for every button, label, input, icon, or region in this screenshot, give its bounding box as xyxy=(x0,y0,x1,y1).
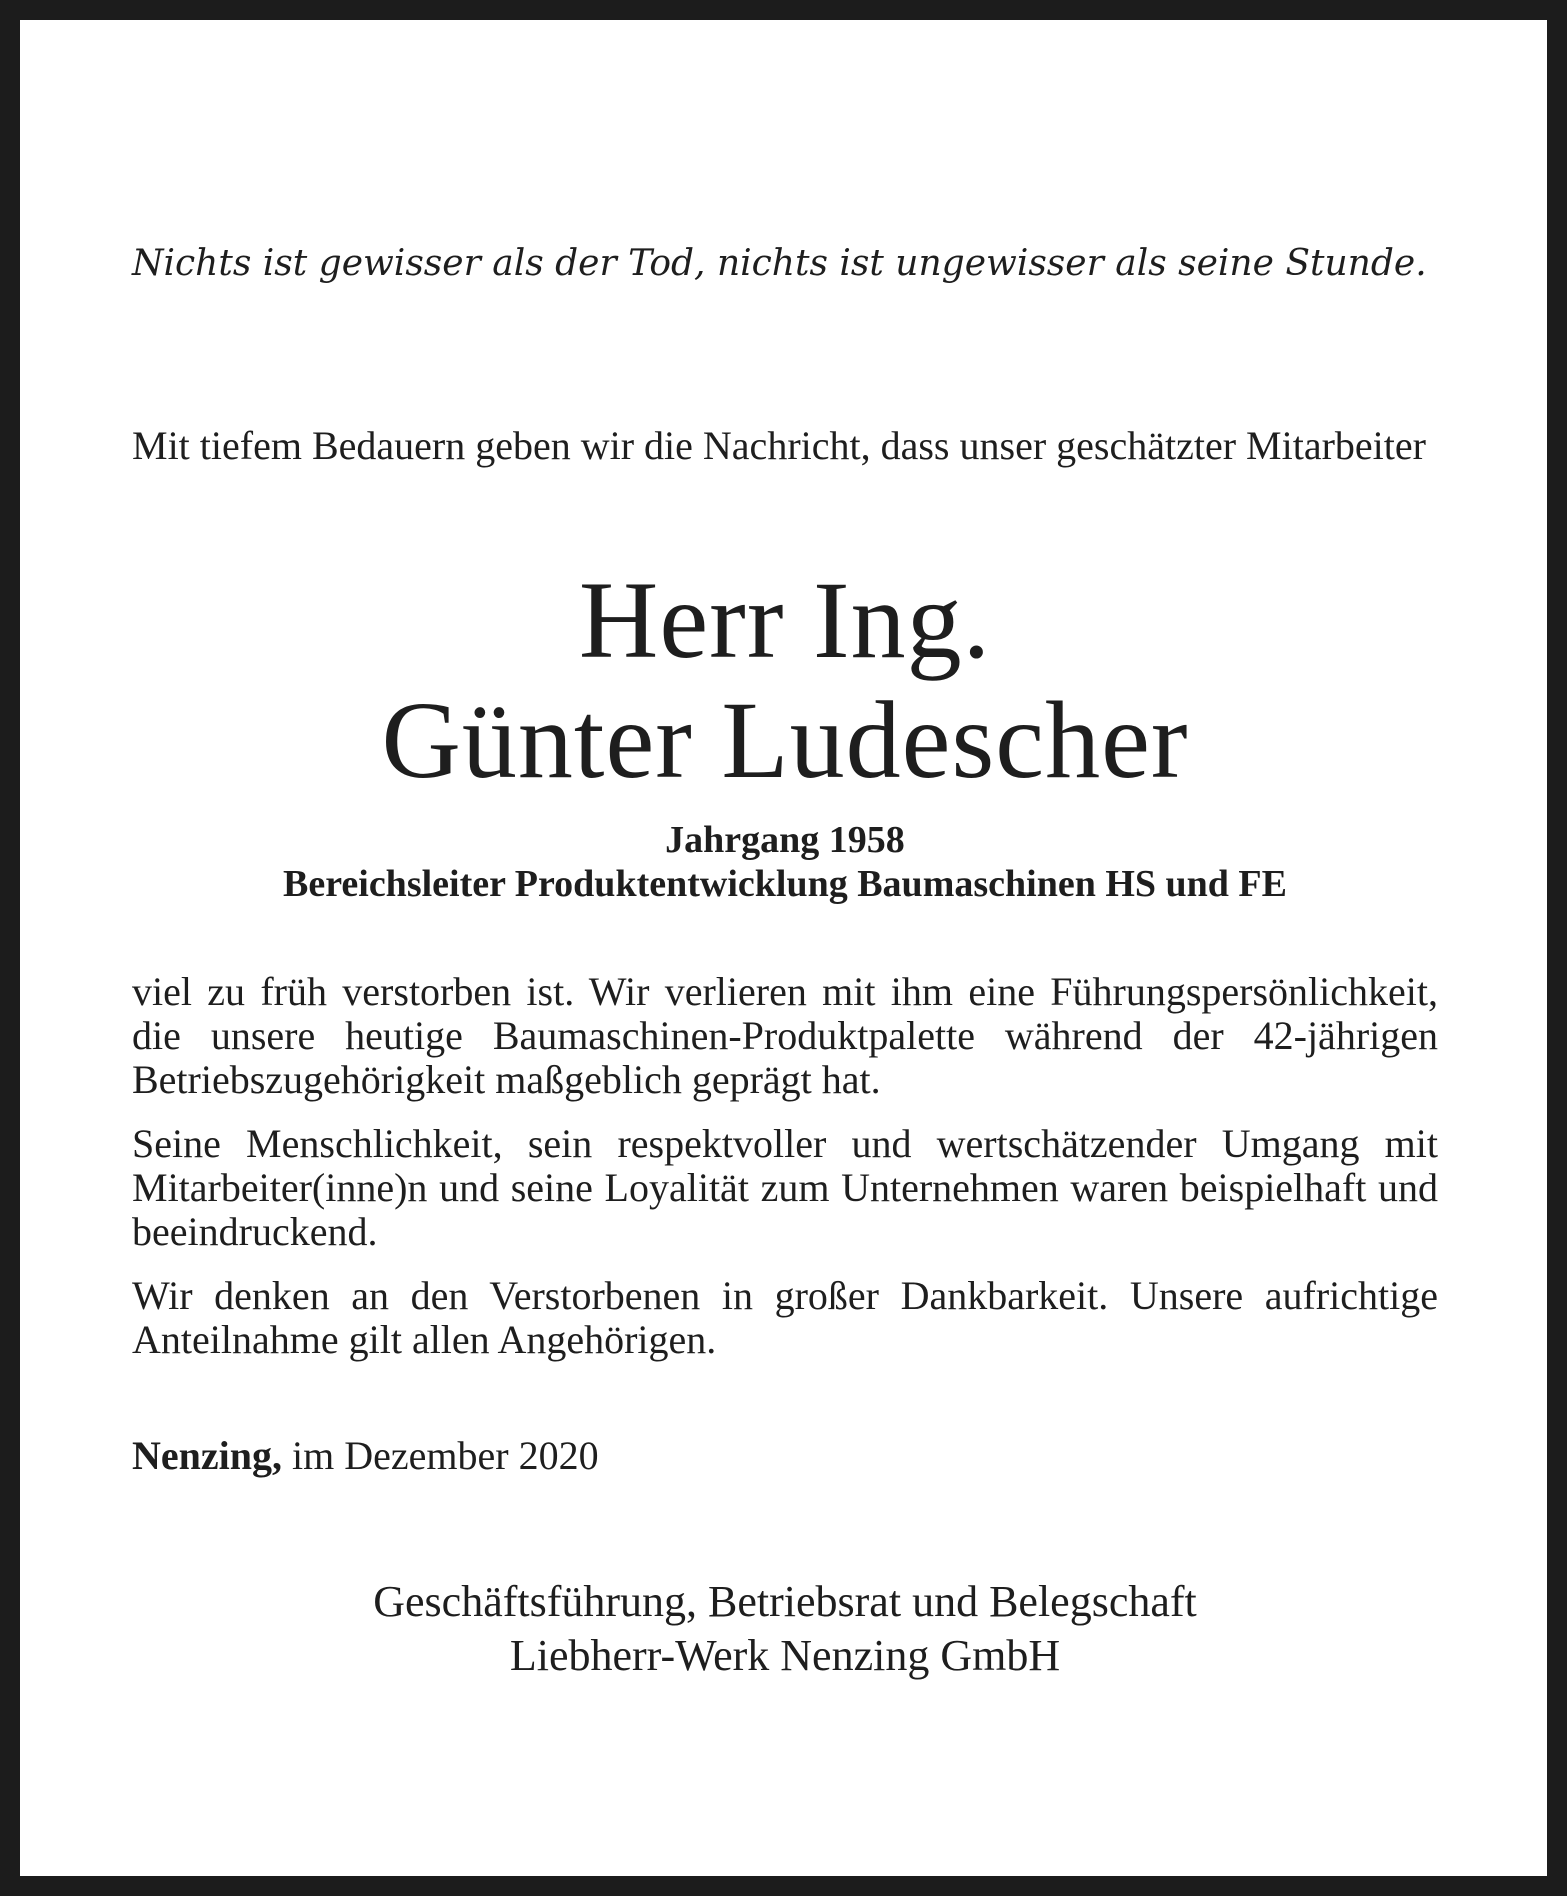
deceased-title: Herr Ing. xyxy=(578,559,992,681)
obituary-body xyxy=(132,970,1438,1382)
body-paragraph: Seine Menschlichkeit, sein respektvoller und wertschätzender Umgang mit Mitarbeiter(inne)n und seine Loyalität zum Unternehmen waren beispielhaft und beeindruckend. xyxy=(132,1121,1438,1254)
place-date-text: im Dezember 2020 xyxy=(292,1433,599,1478)
body-paragraph: Wir denken an den Verstorbenen in großer Dankbarkeit. Unsere aufrichtige Anteilnahme gilt allen Angehörigen. xyxy=(132,1273,1438,1362)
signature-line-1: Geschäftsführung, Betriebsrat und Belegschaft xyxy=(373,1577,1197,1626)
birth-year: Jahrgang 1958 xyxy=(665,819,905,861)
place-city: Nenzing, xyxy=(132,1433,282,1478)
signature-line-2: Liebherr-Werk Nenzing GmbH xyxy=(509,1631,1061,1680)
intro-text: Mit tiefem Bedauern geben wir die Nachricht, dass unser geschätzter Mitarbeiter xyxy=(132,423,1426,468)
deceased-block xyxy=(132,560,1438,906)
body-paragraph: viel zu früh verstorben ist. Wir verlieren mit ihm eine Führungspersönlichkeit, die unsere heutige Baumaschinen-Produktpalette während der 42-jährigen Betriebszugehörigkeit maßgeblich geprägt hat. xyxy=(132,969,1438,1102)
place-date xyxy=(132,1432,1438,1480)
signature-block xyxy=(132,1575,1438,1683)
job-position: Bereichsleiter Produktentwicklung Baumaschinen HS und FE xyxy=(283,863,1287,905)
deceased-name: Günter Ludescher xyxy=(381,679,1189,801)
motto-quote: Nichts ist gewisser als der Tod, nichts ist ungewisser als seine Stunde. xyxy=(132,243,1427,284)
